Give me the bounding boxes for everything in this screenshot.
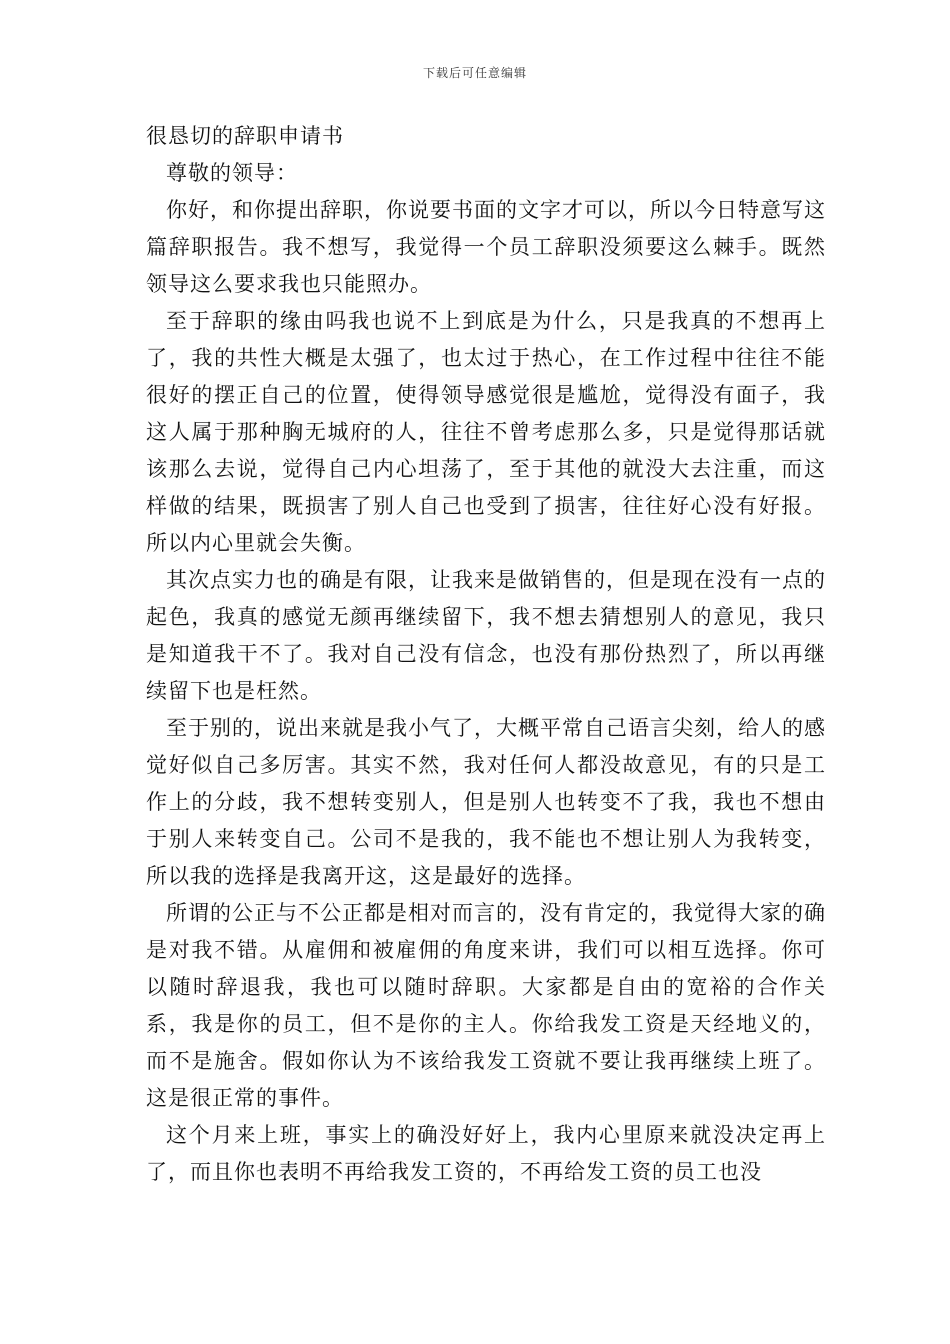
salutation: 尊敬的领导： (166, 161, 298, 185)
paragraph-4: 至于别的，说出来就是我小气了，大概平常自己语言尖刻，给人的感觉好似自己多厉害。其实不然，我对任何人都没故意见，有的只是工作上的分歧，我不想转变别人，但是别人也转变不了我，我也不想由于别人来转变自己。公司不是我的，我不能也不想让别人为我转变，所以我的选择是我离开这，这是最好的选择。 (146, 716, 826, 888)
paragraph-6: 这个月来上班，事实上的确没好好上，我内心里原来就没决定再上了，而且你也表明不再给我发工资的，不再给发工资的员工也没 (146, 1123, 826, 1184)
paragraph-2: 至于辞职的缘由吗我也说不上到底是为什么，只是我真的不想再上了，我的共性大概是太强了，也太过于热心，在工作过程中往往不能很好的摆正自己的位置，使得领导感觉很是尴尬，觉得没有面子，我这人属于那种胸无城府的人，往往不曾考虑那么多，只是觉得那话就该那么去说，觉得自己内心坦荡了，至于其他的就没大去注重，而这样做的结果，既损害了别人自己也受到了损害，往往好心没有好报。所以内心里就会失衡。 (146, 309, 826, 555)
paragraph-1: 你好，和你提出辞职，你说要书面的文字才可以，所以今日特意写这篇辞职报告。我不想写，我觉得一个员工辞职没须要这么棘手。既然领导这么要求我也只能照办。 (146, 198, 826, 296)
paragraph-3: 其次点实力也的确是有限，让我来是做销售的，但是现在没有一点的起色，我真的感觉无颜再继续留下，我不想去猜想别人的意见，我只是知道我干不了。我对自己没有信念，也没有那份热烈了，所以再继续留下也是枉然。 (146, 568, 826, 703)
document-body (146, 118, 826, 1191)
paragraph-5: 所谓的公正与不公正都是相对而言的，没有肯定的，我觉得大家的确是对我不错。从雇佣和被雇佣的角度来讲，我们可以相互选择。你可以随时辞退我，我也可以随时辞职。大家都是自由的宽裕的合作关系，我是你的员工，但不是你的主人。你给我发工资是天经地义的，而不是施舍。假如你认为不该给我发工资就不要让我再继续上班了。这是很正常的事件。 (146, 901, 826, 1110)
document-title: 很恳切的辞职申请书 (146, 124, 344, 148)
page-header-note: 下载后可任意编辑 (422, 66, 527, 80)
